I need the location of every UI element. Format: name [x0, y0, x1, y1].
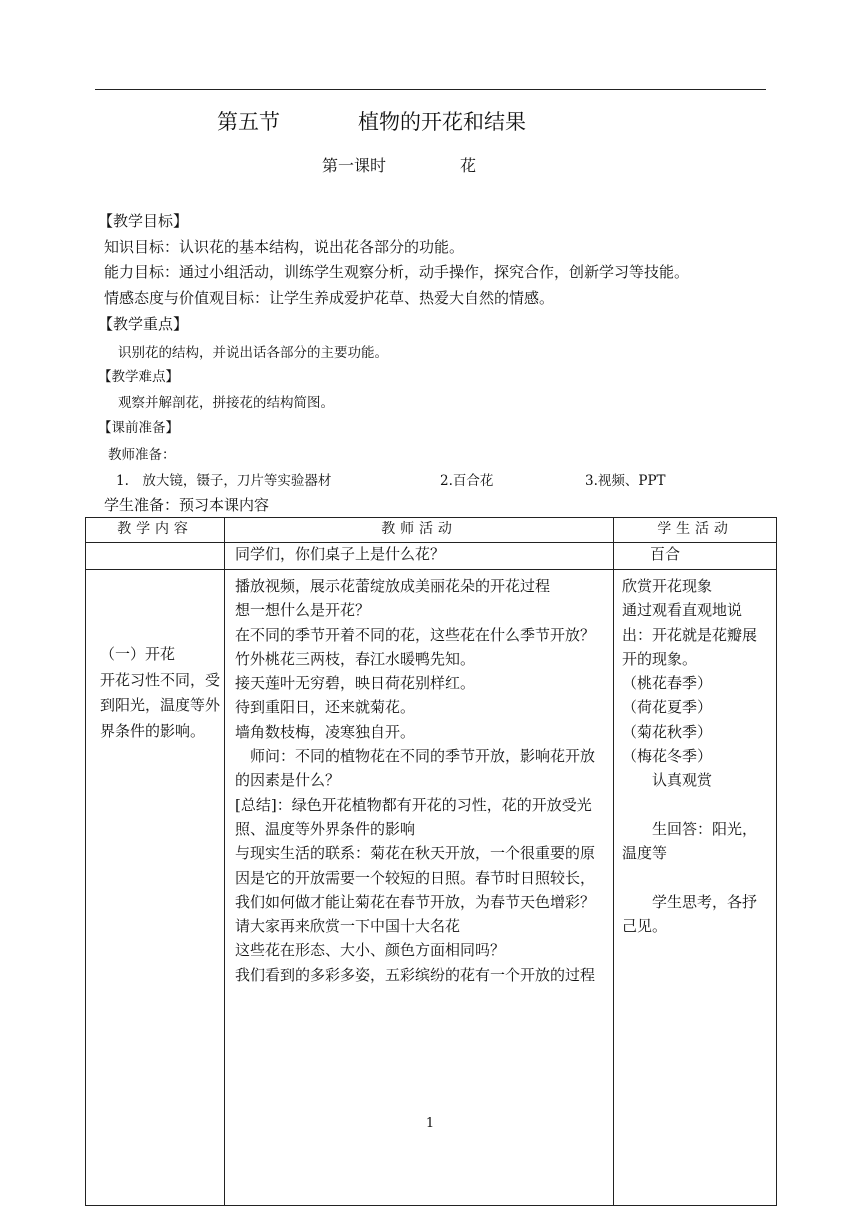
teacher-line: 我们看到的多彩多姿，五彩缤纷的花有一个开放的过程 [235, 965, 596, 984]
prep-item-2: 2.百合花 [440, 473, 494, 489]
teacher-line: 在不同的季节开着不同的花，这些花在什么季节开放？ [235, 625, 596, 644]
student-line: 学生思考，各抒己见。 [622, 892, 758, 936]
student-spacer [622, 793, 770, 817]
teacher-line: 师问：不同的植物花在不同的季节开放，影响花开放的因素是什么？ [235, 747, 596, 790]
header-teacher: 教师活动 [225, 518, 614, 543]
row1-teacher: 同学们，你们桌子上是什么花？ [225, 543, 614, 570]
teacher-line: 这些花在形态、大小、颜色方面相同吗？ [235, 941, 506, 960]
key-point-text: 识别花的结构，并说出话各部分的主要功能。 [118, 345, 388, 361]
row2-content [86, 570, 225, 1206]
lesson-number: 第一课时 [322, 156, 387, 175]
row1-content [86, 543, 225, 570]
row2-teacher [225, 570, 614, 1206]
teacher-line: 墙角数枝梅，凌寒独自开。 [235, 722, 416, 741]
section-title: 植物的开花和结果 [358, 110, 526, 134]
student-line: （荷花夏季） [622, 698, 713, 717]
teacher-line: 请大家再来欣赏一下中国十大名花 [235, 917, 461, 936]
key-point-heading: 【教学重点】 [98, 315, 189, 333]
teacher-line: 与现实生活的联系：菊花在秋天开放，一个很重要的原因是它的开放需要一个较短的日照。春节时日照较长，我们如何做才能让菊花在春节开放，为春节天色增彩？ [235, 844, 596, 911]
prep-item-1: 1. 放大镜，镊子，刀片等实验器材 [116, 473, 332, 489]
student-line: 认真观赏 [652, 771, 713, 790]
student-line: 通过观看直观地说出：开花就是花瓣展开的现象。 [622, 601, 758, 668]
lesson-title: 花 [460, 156, 477, 175]
teacher-line: [总结]：绿色开花植物都有开花的习性，花的开放受光照、温度等外界条件的影响 [235, 795, 592, 838]
difficulty-heading: 【教学难点】 [98, 369, 179, 385]
content-text: 开花习性不同，受到阳光，温度等外界条件的影响。 [100, 670, 221, 740]
student-prep: 学生准备：预习本课内容 [104, 496, 270, 514]
prep-item-3: 3.视频、PPT [585, 473, 666, 489]
table-header-row [86, 518, 777, 543]
teacher-line: 接天莲叶无穷碧，映日荷花别样红。 [235, 674, 476, 693]
content-title: （一）开花 [100, 645, 176, 663]
table-row [86, 543, 777, 570]
row1-student: 百合 [614, 543, 777, 570]
prep-heading: 【课前准备】 [98, 420, 179, 436]
lesson-table [85, 517, 777, 1206]
student-line: （梅花冬季） [622, 747, 713, 766]
student-spacer [622, 866, 770, 890]
goal-knowledge: 知识目标：认识花的基本结构，说出花各部分的功能。 [104, 238, 465, 256]
teacher-line: 想一想什么是开花？ [235, 601, 371, 620]
header-rule [95, 89, 766, 90]
goal-emotion: 情感态度与价值观目标：让学生养成爱护花草、热爱大自然的情感。 [104, 289, 555, 307]
teacher-line: 待到重阳日，还来就菊花。 [235, 698, 416, 717]
student-line: 欣赏开花现象 [622, 577, 713, 595]
table-row [86, 570, 777, 1206]
difficulty-text: 观察并解剖花，拼接花的结构简图。 [118, 395, 334, 411]
student-line: （菊花秋季） [622, 722, 713, 741]
goals-heading: 【教学目标】 [98, 212, 189, 230]
header-student: 学生活动 [614, 518, 777, 543]
row2-student [614, 570, 777, 1206]
teacher-prep-label: 教师准备： [108, 447, 176, 463]
section-number: 第五节 [217, 110, 280, 134]
page-number: 1 [425, 1116, 435, 1131]
goal-ability: 能力目标：通过小组活动，训练学生观察分析，动手操作，探究合作，创新学习等技能。 [104, 263, 690, 281]
student-line: 生回答：阳光，温度等 [622, 819, 758, 863]
header-content: 教学内容 [86, 518, 225, 543]
teacher-line: 播放视频，展示花蕾绽放成美丽花朵的开花过程 [235, 577, 551, 595]
student-line: （桃花春季） [622, 674, 713, 693]
teacher-line: 竹外桃花三两枝，春江水暖鸭先知。 [235, 649, 476, 668]
